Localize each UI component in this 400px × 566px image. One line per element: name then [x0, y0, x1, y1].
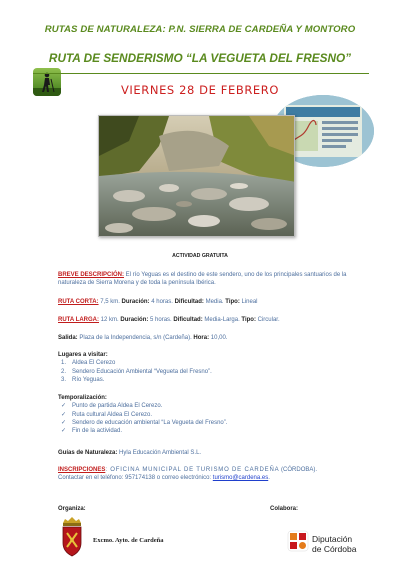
tourism-office: : OFICINA MUNICIPAL DE TURISMO DE CARDEÑA [105, 467, 280, 473]
list-item: 2. Sendero Educación Ambiental “Vegueta del Fresno”. [61, 368, 212, 375]
list-item: 1. Aldea El Cerezo [61, 360, 116, 367]
long-route-type: Circular. [255, 317, 280, 323]
check-icon: ✓ [61, 419, 67, 426]
long-route-label: RUTA LARGA: [58, 317, 99, 323]
inscriptions-paragraph [58, 466, 348, 483]
list-item [58, 411, 348, 419]
route-title: RUTA DE SENDERISMO “LA VEGUETA DEL FRESNO” [48, 51, 352, 65]
diputacion-name-line2: de Córdoba [312, 544, 357, 554]
contact-end: . [268, 475, 270, 482]
description-paragraph [58, 271, 348, 288]
cardena-crest-logo [60, 517, 84, 557]
list-item [58, 419, 348, 427]
event-date: VIERNES 28 DE FEBRERO [120, 83, 280, 97]
long-route-difficulty-label: Dificultad: [171, 317, 203, 323]
short-route-distance: 7,5 km. [98, 299, 120, 305]
guides-value: Hyla Educación Ambiental S.L. [117, 450, 202, 456]
short-route-type-label: Tipo: [223, 299, 240, 305]
short-route-duration: 4 horas. [149, 299, 173, 305]
schedule-item-text: Punto de partida Aldea El Cerezo. [72, 403, 163, 410]
short-route-difficulty-label: Dificultad: [172, 299, 204, 305]
place-item-text: Río Yeguas. [72, 376, 105, 383]
short-route-duration-label: Duración: [119, 299, 150, 305]
schedule-list [58, 402, 348, 435]
organizer-label: Organiza: [58, 506, 86, 512]
diputacion-name-line1: Diputación [312, 534, 353, 544]
check-icon: ✓ [61, 411, 67, 418]
guides-label: Guías de Naturaleza: [58, 450, 118, 456]
list-item [58, 427, 348, 435]
list-item: 3. Río Yeguas. [61, 376, 105, 383]
departure-place: Plaza de la Independencia, s/n (Cardeña). [77, 335, 192, 341]
collaborator-label: Colabora: [270, 506, 299, 512]
long-route-line [58, 316, 348, 324]
places-heading: Lugares a visitar: [58, 352, 108, 358]
river-photo [98, 115, 295, 237]
short-route-line [58, 298, 348, 306]
long-route-type-label: Tipo: [239, 317, 256, 323]
departure-line [58, 334, 348, 342]
description-label: BREVE DESCRIPCIÓN: [58, 272, 125, 278]
short-route-type: Lineal [239, 299, 258, 305]
schedule-item-text: Sendero de educación ambiental “La Vegueta del Fresno”. [72, 419, 228, 426]
long-route-duration-label: Duración: [118, 317, 149, 323]
schedule-heading: Temporalización: [58, 395, 107, 401]
guides-line [58, 449, 348, 457]
place-item-text: Sendero Educación Ambiental “Vegueta del Fresno”. [72, 368, 212, 375]
ayuntamiento-name: Excmo. Ayto. de Cardeña [93, 537, 164, 544]
place-item-text: Aldea El Cerezo [72, 360, 116, 367]
long-route-duration: 5 horas. [148, 317, 172, 323]
description-text: El río Yeguas es el destino de este sendero, uno de los principales santuarios de la naturaleza de Sierra Morena y de toda la península Ibérica. [58, 272, 347, 287]
check-icon: ✓ [61, 428, 67, 435]
check-icon: ✓ [61, 403, 67, 410]
schedule-section [58, 394, 348, 435]
title-divider [33, 73, 369, 74]
tourism-office-city: (CÓRDOBA). [279, 467, 318, 473]
departure-time-label: Hora: [191, 335, 210, 341]
diputacion-logo-icon [287, 530, 309, 552]
long-route-difficulty: Media-Larga. [202, 317, 240, 323]
activity-free-label: ACTIVIDAD GRATUITA [172, 253, 228, 259]
contact-text: Contactar en el teléfono: 957174138 o correo electrónico: [58, 475, 212, 482]
places-list [58, 359, 348, 384]
inscriptions-label: INSCRIPCIONES [58, 467, 106, 473]
series-title: RUTAS DE NATURALEZA: P.N. SIERRA DE CARDEÑA Y MONTORO [44, 24, 356, 35]
schedule-item-text: Fin de la actividad. [72, 428, 123, 435]
long-route-distance: 12 km. [99, 317, 119, 323]
departure-time: 10,00. [209, 335, 228, 341]
list-item [58, 402, 348, 410]
departure-label: Salida: [58, 335, 78, 341]
short-route-label: RUTA CORTA: [58, 299, 99, 305]
email-link[interactable]: turismo@cardena.es [212, 475, 269, 482]
short-route-difficulty: Media. [203, 299, 224, 305]
schedule-item-text: Ruta cultural Aldea El Cerezo. [72, 411, 153, 418]
places-section [58, 351, 348, 384]
